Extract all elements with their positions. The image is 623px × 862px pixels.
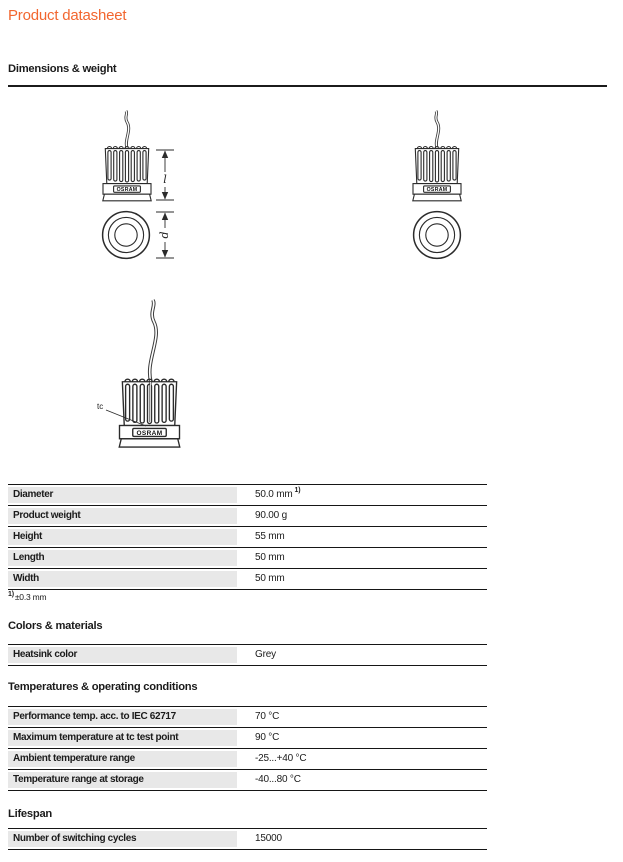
module-bottom-view-left bbox=[103, 212, 150, 259]
spec-value: 50 mm bbox=[255, 552, 285, 563]
spec-label: Performance temp. acc. to IEC 62717 bbox=[8, 707, 237, 727]
table-row bbox=[8, 568, 487, 589]
section-heading-colors: Colors & materials bbox=[8, 620, 103, 632]
table-row bbox=[8, 505, 487, 526]
length-dimension-label: l bbox=[163, 173, 167, 186]
diameter-dimension-label: d bbox=[158, 231, 171, 239]
colors-table bbox=[8, 644, 487, 666]
spec-label: Number of switching cycles bbox=[8, 829, 237, 849]
spec-label: Width bbox=[8, 569, 237, 589]
table-row bbox=[8, 706, 487, 727]
spec-label: Product weight bbox=[8, 506, 237, 526]
spec-value: 15000 bbox=[255, 833, 282, 844]
spec-value: -40...80 °C bbox=[255, 774, 301, 785]
tolerance-footnote bbox=[8, 592, 46, 602]
tc-point-label: tc bbox=[97, 402, 104, 411]
heading-rule bbox=[8, 85, 607, 87]
dimensions-table bbox=[8, 484, 487, 590]
module-side-view-left bbox=[103, 111, 151, 201]
module-bottom-view-right bbox=[414, 212, 461, 259]
spec-label: Temperature range at storage bbox=[8, 770, 237, 790]
spec-value: 90.00 g bbox=[255, 510, 287, 521]
spec-value: -25...+40 °C bbox=[255, 753, 307, 764]
spec-value: 50 mm bbox=[255, 573, 285, 584]
spec-value: 90 °C bbox=[255, 732, 280, 743]
spec-value bbox=[237, 485, 487, 505]
section-heading-temperatures: Temperatures & operating conditions bbox=[8, 681, 198, 693]
module-tc-view bbox=[97, 300, 180, 447]
spec-label: Ambient temperature range bbox=[8, 749, 237, 769]
table-row bbox=[8, 526, 487, 547]
diameter-dimension bbox=[156, 212, 174, 258]
page-title: Product datasheet bbox=[8, 7, 127, 24]
footnote-ref: 1) bbox=[294, 486, 301, 494]
table-row bbox=[8, 644, 487, 665]
table-row bbox=[8, 828, 487, 849]
temperatures-table bbox=[8, 706, 487, 791]
spec-label: Heatsink color bbox=[8, 645, 237, 665]
lifespan-table bbox=[8, 828, 487, 850]
spec-label: Diameter bbox=[8, 485, 237, 505]
footnote-text: ±0.3 mm bbox=[14, 592, 47, 602]
module-side-view-right bbox=[413, 111, 461, 201]
spec-label: Length bbox=[8, 548, 237, 568]
table-row bbox=[8, 748, 487, 769]
table-row bbox=[8, 769, 487, 790]
table-row bbox=[8, 484, 487, 505]
table-row bbox=[8, 727, 487, 748]
spec-value-text: 50.0 mm bbox=[255, 489, 293, 500]
length-dimension bbox=[156, 150, 174, 200]
spec-value: 70 °C bbox=[255, 711, 280, 722]
spec-label: Height bbox=[8, 527, 237, 547]
section-heading-dimensions: Dimensions & weight bbox=[8, 63, 117, 75]
table-row bbox=[8, 547, 487, 568]
footnote-marker: 1) bbox=[8, 591, 14, 599]
spec-value: Grey bbox=[255, 649, 276, 660]
spec-value: 55 mm bbox=[255, 531, 285, 542]
spec-label: Maximum temperature at tc test point bbox=[8, 728, 237, 748]
section-heading-lifespan: Lifespan bbox=[8, 808, 53, 820]
dimension-drawings: OSRAM l d tc bbox=[0, 100, 623, 472]
